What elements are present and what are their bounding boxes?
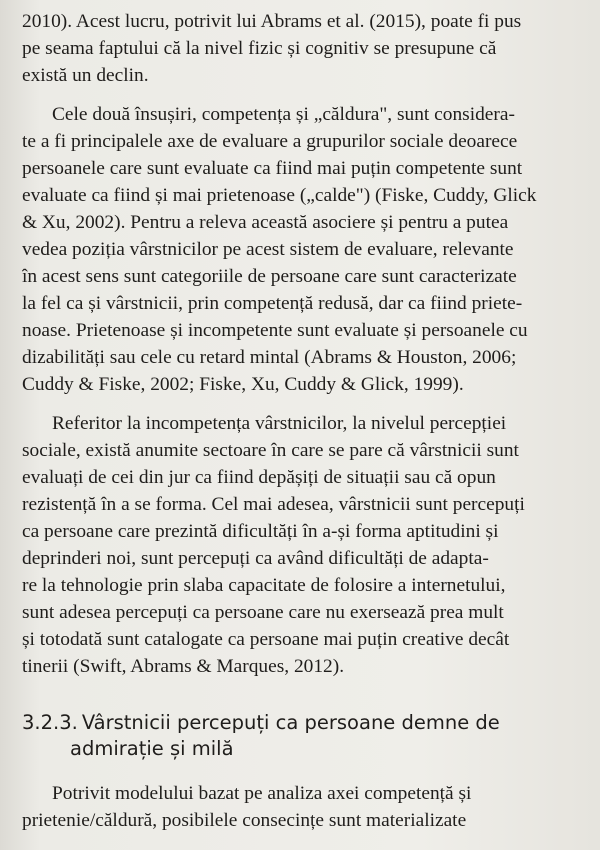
text-line: la fel ca și vârstnicii, prin competență redusă, dar ca fiind priete-	[22, 293, 523, 314]
section-title-line-1: Vârstnicii percepuți ca persoane demne de	[81, 711, 500, 734]
text-line: pe seama faptului că la nivel fizic și cognitiv se presupune că	[22, 38, 497, 59]
text-line: Referitor la incompetența vârstnicilor, la nivelul percepției	[52, 413, 507, 434]
text-line: și totodată sunt catalogate ca persoane mai puțin creative decât	[22, 629, 510, 650]
text-line: în acest sens sunt categoriile de persoane care sunt caracterizate	[22, 266, 517, 287]
text-line: evaluate ca fiind și mai prietenoase („calde") (Fiske, Cuddy, Glick	[22, 185, 537, 206]
text-line: noase. Prietenoase și incompetente sunt evaluate și persoanele cu	[22, 320, 528, 341]
paragraph-model	[22, 780, 592, 834]
text-line: sunt adesea percepuți ca persoane care nu exersează prea mult	[22, 602, 504, 623]
paragraph-incompetence	[22, 410, 592, 680]
text-line: dizabilități sau cele cu retard mintal (Abrams & Houston, 2006;	[22, 347, 517, 368]
text-line: tinerii (Swift, Abrams & Marques, 2012).	[22, 656, 345, 677]
text-line: & Xu, 2002). Pentru a releva această asociere și pentru a putea	[22, 212, 509, 233]
section-number: 3.2.3.	[22, 711, 78, 734]
text-line: persoanele care sunt evaluate ca fiind mai puțin competente sunt	[22, 158, 523, 179]
text-line: rezistență în a se forma. Cel mai adesea, vârstnicii sunt percepuți	[22, 494, 525, 515]
text-line: prietenie/căldură, posibilele consecințe sunt materializate	[22, 810, 467, 831]
text-line: 2010). Acest lucru, potrivit lui Abrams et al. (2015), poate fi pus	[22, 11, 522, 32]
text-line: vedea poziția vârstnicilor pe acest sistem de evaluare, relevante	[22, 239, 514, 260]
section-heading	[22, 710, 592, 762]
text-line: sociale, există anumite sectoare în care se pare că vârstnicii sunt	[22, 440, 519, 461]
section-title-line-2: admirație și milă	[70, 737, 234, 760]
text-line: te a fi principalele axe de evaluare a grupurilor sociale deoarece	[22, 131, 518, 152]
text-line: evaluați de cei din jur ca fiind depășiți de situații sau că opun	[22, 467, 496, 488]
paragraph-continuation	[22, 8, 592, 89]
paragraph-competence-warmth	[22, 101, 592, 398]
text-line: ca persoane care prezintă dificultăți în a-și forma aptitudini și	[22, 521, 499, 542]
text-line: deprinderi noi, sunt percepuți ca având dificultăți de adapta-	[22, 548, 489, 569]
text-line: există un declin.	[22, 65, 149, 86]
text-line: Cuddy & Fiske, 2002; Fiske, Xu, Cuddy & Glick, 1999).	[22, 374, 464, 395]
text-line: Potrivit modelului bazat pe analiza axei competență și	[52, 783, 472, 804]
text-line: Cele două însușiri, competența și „căldura", sunt considera-	[52, 104, 515, 125]
text-line: re la tehnologie prin slaba capacitate de folosire a internetului,	[22, 575, 506, 596]
